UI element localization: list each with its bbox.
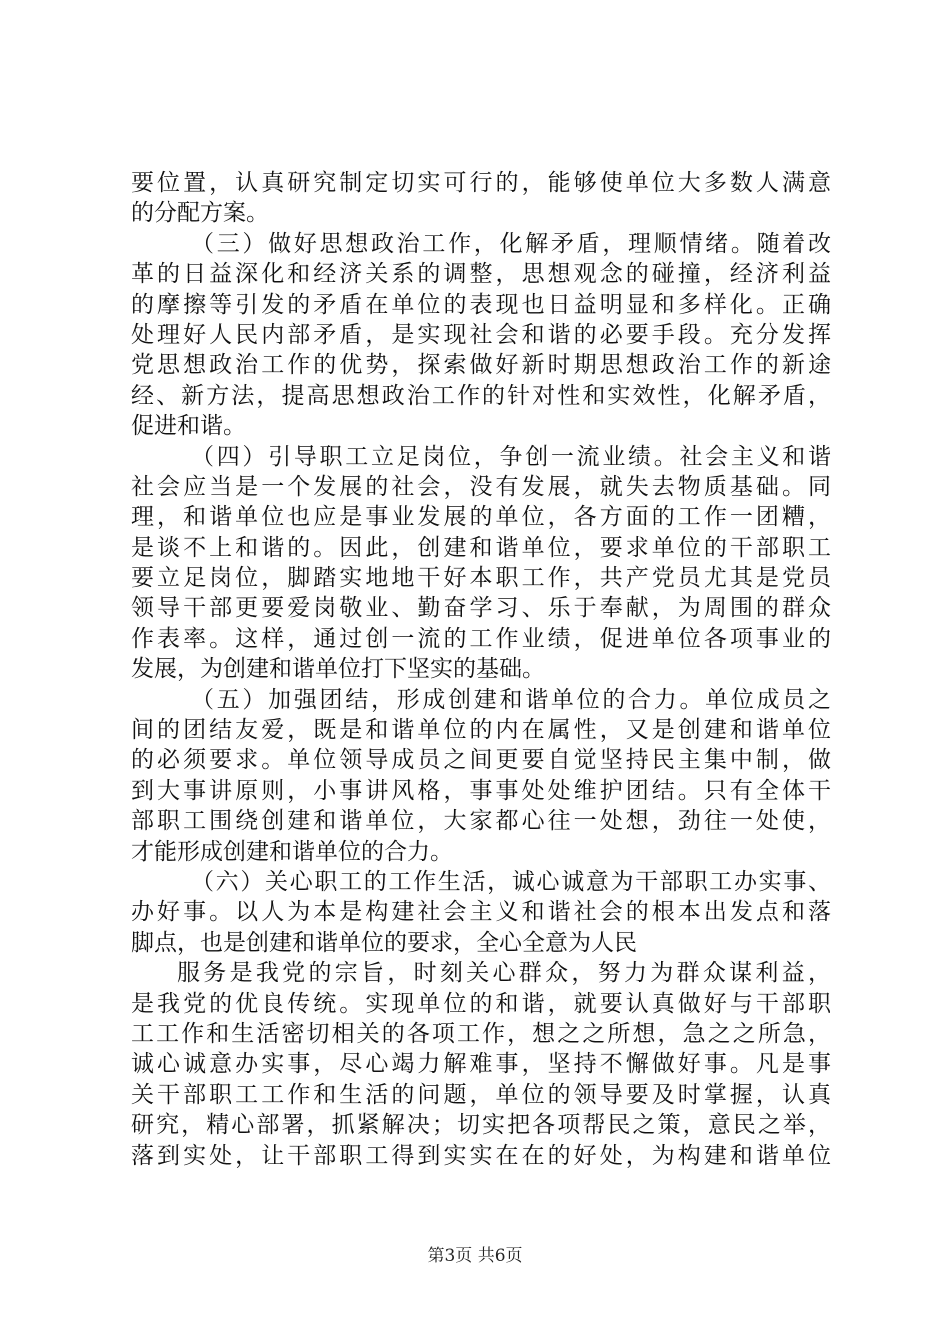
text-line: 关干部职工工作和生活的问题，单位的领导要及时掌握，认真 (131, 1081, 831, 1108)
paragraph-start-line: 服务是我党的宗旨，时刻关心群众，努力为群众谋利益， (177, 960, 831, 987)
text-line: 工工作和生活密切相关的各项工作，想之之所想，急之之所急， (131, 1020, 831, 1047)
paragraph-start-line: （五）加强团结，形成创建和谐单位的合力。单位成员之 (191, 686, 831, 713)
text-line: 经、新方法，提高思想政治工作的针对性和实效性，化解矛盾， (131, 382, 831, 409)
paragraph-start-line: （三）做好思想政治工作，化解矛盾，理顺情绪。随着改 (191, 230, 831, 257)
text-line: 落到实处，让干部职工得到实实在在的好处，为构建和谐单位 (131, 1142, 831, 1169)
text-line: 到大事讲原则，小事讲风格，事事处处维护团结。只有全体干 (131, 777, 831, 804)
text-line: 社会应当是一个发展的社会，没有发展，就失去物质基础。同 (131, 473, 831, 500)
text-line: 促进和谐。 (131, 413, 246, 440)
text-line: 领导干部更要爱岗敬业、勤奋学习、乐于奉献，为周围的群众 (131, 595, 831, 622)
text-line: 革的日益深化和经济关系的调整，思想观念的碰撞，经济利益 (131, 261, 831, 288)
text-line: 作表率。这样，通过创一流的工作业绩，促进单位各项事业的 (131, 625, 831, 652)
page-number-footer: 第3页 共6页 (427, 1246, 523, 1266)
text-line: 研究，精心部署，抓紧解决；切实把各项帮民之策，意民之举， (131, 1112, 831, 1139)
text-line: 党思想政治工作的优势，探索做好新时期思想政治工作的新途 (131, 352, 831, 379)
text-line: 要立足岗位，脚踏实地地干好本职工作，共产党员尤其是党员 (131, 565, 831, 592)
text-line: 诚心诚意办实事，尽心竭力解难事，坚持不懈做好事。凡是事 (131, 1051, 831, 1078)
text-line: 是谈不上和谐的。因此，创建和谐单位，要求单位的干部职工 (131, 534, 831, 561)
text-line: 才能形成创建和谐单位的合力。 (131, 838, 453, 865)
body-text (131, 168, 831, 1171)
text-line: 的必须要求。单位领导成员之间更要自觉坚持民主集中制，做 (131, 747, 831, 774)
text-line: 脚点，也是创建和谐单位的要求，全心全意为人民 (131, 929, 637, 956)
text-line: 是我党的优良传统。实现单位的和谐，就要认真做好与干部职 (131, 990, 831, 1017)
text-line: 的摩擦等引发的矛盾在单位的表现也日益明显和多样化。正确 (131, 291, 831, 318)
text-line: 的分配方案。 (131, 200, 269, 227)
paragraph-start-line: （六）关心职工的工作生活，诚心诚意为干部职工办实事、 (191, 868, 831, 895)
text-line: 办好事。以人为本是构建社会主义和谐社会的根本出发点和落 (131, 899, 831, 926)
text-line: 处理好人民内部矛盾，是实现社会和谐的必要手段。充分发挥 (131, 321, 831, 348)
paragraph-start-line: （四）引导职工立足岗位，争创一流业绩。社会主义和谐 (191, 443, 831, 470)
text-line: 间的团结友爱，既是和谐单位的内在属性，又是创建和谐单位 (131, 717, 831, 744)
text-line: 理，和谐单位也应是事业发展的单位，各方面的工作一团糟， (131, 504, 831, 531)
text-line: 要位置，认真研究制定切实可行的，能够使单位大多数人满意 (131, 170, 831, 196)
text-line: 部职工围绕创建和谐单位，大家都心往一处想，劲往一处使， (131, 808, 831, 835)
text-line: 发展，为创建和谐单位打下坚实的基础。 (131, 656, 545, 683)
